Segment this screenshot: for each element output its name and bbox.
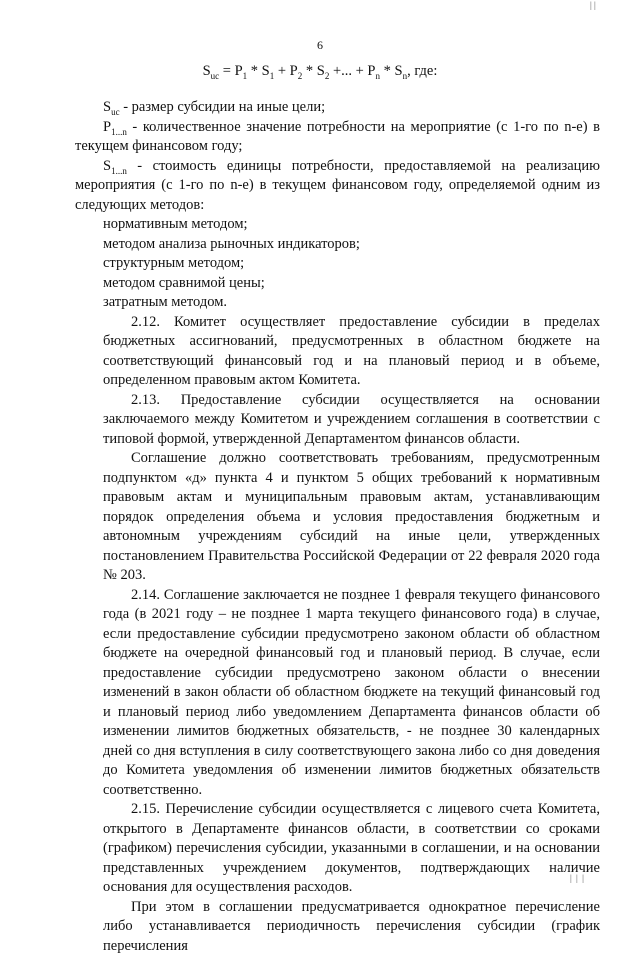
def-s-uc-symbol: S [103,99,111,115]
def-s-subscript: 1...n [111,165,127,175]
method-item: затратным методом. [103,293,600,313]
formula-term-4: * S [302,63,325,79]
def-s-uc-subscript: uc [111,107,120,117]
def-p-symbol: P [103,119,111,135]
scan-mark-top: | | [590,0,596,10]
formula-term-6: * S [380,63,403,79]
subsidy-formula [0,63,640,80]
def-s-text: - стоимость единицы потребности, предоставляемой на реализацию мероприятия (с 1-го по n-е) в текущем финансовом году, определяемой одним из следующих методов: [75,158,600,213]
method-item: нормативным методом; [103,215,600,235]
definition-s [75,157,600,216]
paragraph-2-12: 2.12. Комитет осуществляет предоставление субсидии в пределах бюджетных ассигнований, предусмотренных в областном бюджете на соответствующий финансовый год и на плановый период и в объеме, определенном правовым актом Комитета. [103,313,600,391]
formula-term-6-sub: n [403,71,408,81]
paragraph-2-14: 2.14. Соглашение заключается не позднее 1 февраля текущего финансового года (в 2021 году – не позднее 1 марта текущего финансового года) в случае, если предоставление субсидии предусмотрено законом области об областном бюджете на очередной финансовый год и плановый период. В случае, если предоставление субсидии предусмотрено законом области о внесении изменений в закон области об областном бюджете на текущий финансовый год и плановый период либо уведомлением Департамента финансов области об изменении лимитов бюджетных обязательств, - не позднее 30 календарных дней со дня вступления в силу соответствующего закона либо со дня доведения до Комитета уведомления об изменении лимитов бюджетных обязательств соответственно. [103,586,600,801]
paragraph-agreement-requirements: Соглашение должно соответствовать требованиям, предусмотренным подпунктом «д» пункта 4 и пунктом 5 общих требований к нормативным правовым актам и муниципальным правовым актам, устанавливающим порядок определения объема и условия предоставления бюджетным и автономным учреждениям субсидий на иные цели, утвержденных постановлением Правительства Российской Федерации от 22 февраля 2020 года № 203. [103,449,600,586]
paragraph-2-15: 2.15. Перечисление субсидии осуществляется с лицевого счета Комитета, открытого в Департаменте финансов области, в соответствии со сроками (графиком) перечисления субсидии, указанными в соглашении, и на основании представленных учреждением документов, подтверждающих наличие основания для осуществления расходов. [103,800,600,898]
formula-tail: , где: [407,63,437,79]
formula-lhs-sub: uc [211,71,220,81]
definition-p [75,118,600,157]
paragraph-2-13: 2.13. Предоставление субсидии осуществляется на основании заключаемого между Комитетом и учреждением соглашения в соответствии с типовой формой, утвержденной Департаментом финансов области. [103,391,600,450]
formula-term-1-sub: 1 [243,71,248,81]
def-p-subscript: 1...n [111,126,127,136]
formula-term-2-sub: 1 [270,71,275,81]
formula-term-4-sub: 2 [325,71,330,81]
paragraph-transfer-schedule: При этом в соглашении предусматривается однократное перечисление либо устанавливается периодичность перечисления субсидии (график перечисления [103,898,600,956]
page-number: 6 [0,38,640,53]
formula-term-3-sub: 2 [298,71,303,81]
document-body [103,98,600,956]
definition-s-uc [103,98,600,118]
formula-term-5-sub: n [376,71,381,81]
formula-term-1: = P [219,63,243,79]
formula-term-3: + P [274,63,298,79]
method-item: методом сравнимой цены; [103,274,600,294]
method-item: методом анализа рыночных индикаторов; [103,235,600,255]
formula-lhs: S [203,63,211,79]
scan-mark-bottom: | | | [570,873,585,883]
formula-term-2: * S [247,63,270,79]
formula-term-5: +... + P [329,63,375,79]
def-s-symbol: S [103,158,111,174]
def-p-text: - количественное значение потребности на мероприятие (с 1-го по n-е) в текущем финансовом году; [75,119,600,155]
method-item: структурным методом; [103,254,600,274]
def-s-uc-text: - размер субсидии на иные цели; [120,99,326,115]
